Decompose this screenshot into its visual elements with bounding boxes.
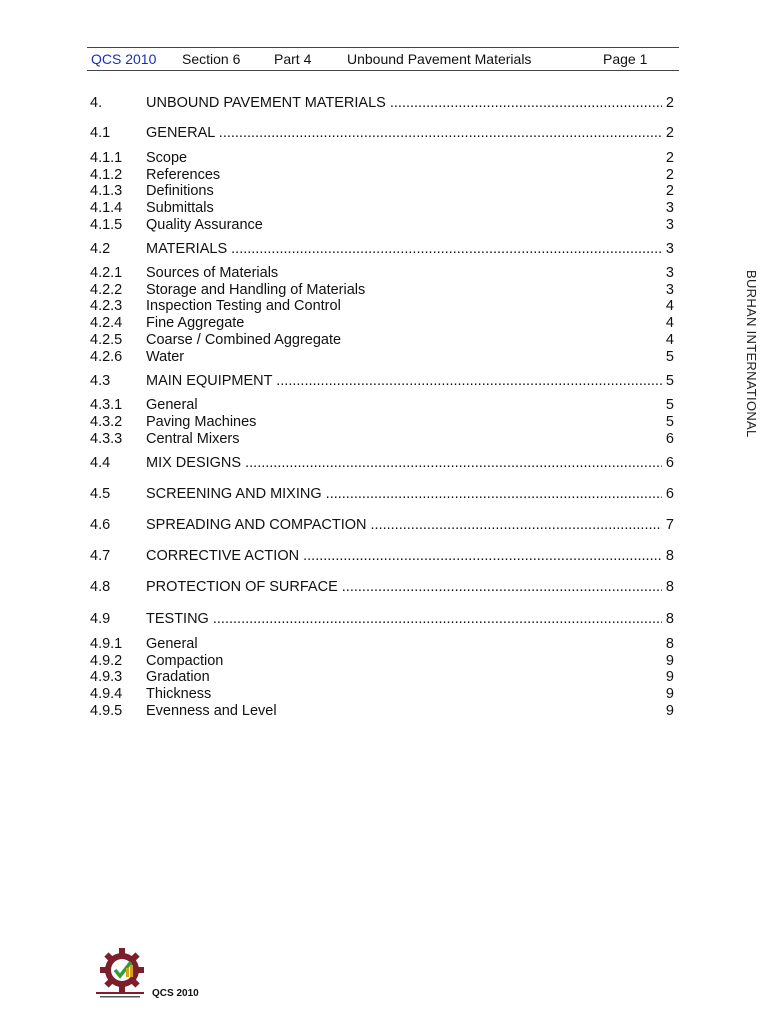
toc-entry-page: 2 bbox=[665, 183, 674, 199]
toc-entry-number: 4.1.4 bbox=[90, 200, 123, 216]
toc-entry-number: 4.2.5 bbox=[90, 332, 123, 348]
toc-entry[interactable] bbox=[90, 216, 674, 234]
toc-entry-page: 6 bbox=[665, 431, 674, 447]
toc-entry-page: 3 bbox=[665, 200, 674, 216]
toc-entry[interactable] bbox=[90, 516, 674, 534]
toc-entry[interactable] bbox=[90, 610, 674, 628]
toc-entry-number: 4.2.4 bbox=[90, 315, 123, 331]
side-watermark-text: BURHAN INTERNATIONAL bbox=[744, 270, 759, 438]
toc-entry-page: 5 bbox=[665, 349, 674, 365]
toc-entry[interactable] bbox=[90, 94, 674, 112]
toc-entry-number: 4.3.2 bbox=[90, 414, 123, 430]
toc-entry-number: 4.9.2 bbox=[90, 653, 123, 669]
toc-entry[interactable] bbox=[90, 297, 674, 315]
toc-entry[interactable] bbox=[90, 199, 674, 217]
toc-entry-title: Sources of Materials bbox=[146, 265, 279, 281]
toc-entry-page: 2 bbox=[665, 167, 674, 183]
toc-entry-page: 8 bbox=[665, 636, 674, 652]
toc-entry-page: 8 bbox=[665, 611, 674, 627]
toc-entry-page: 9 bbox=[665, 686, 674, 702]
header-part: Part 4 bbox=[274, 51, 312, 67]
toc-entry-title: Thickness bbox=[146, 686, 212, 702]
toc-entry[interactable] bbox=[90, 578, 674, 596]
toc-entry-number: 4. bbox=[90, 95, 103, 111]
toc-entry-title: Compaction bbox=[146, 653, 224, 669]
header-section: Section 6 bbox=[182, 51, 241, 67]
toc-entry-page: 2 bbox=[665, 125, 674, 141]
toc-entry-title: General bbox=[146, 397, 198, 413]
toc-entry-number: 4.9.3 bbox=[90, 669, 123, 685]
toc-entry-number: 4.2.2 bbox=[90, 282, 123, 298]
toc-entry-number: 4.9.1 bbox=[90, 636, 123, 652]
toc-entry-number: 4.5 bbox=[90, 486, 111, 502]
toc-entry-number: 4.3.3 bbox=[90, 431, 123, 447]
toc-entry[interactable] bbox=[90, 182, 674, 200]
toc-entry[interactable] bbox=[90, 635, 674, 653]
toc-entry-title: Submittals bbox=[146, 200, 214, 216]
toc-entry-number: 4.3.1 bbox=[90, 397, 123, 413]
header-title: Unbound Pavement Materials bbox=[347, 51, 532, 67]
toc-entry-number: 4.2.6 bbox=[90, 349, 123, 365]
toc-entry-page: 5 bbox=[665, 397, 674, 413]
toc-entry-number: 4.1.5 bbox=[90, 217, 123, 233]
toc-entry-page: 8 bbox=[665, 579, 674, 595]
toc-entry-title: GENERAL ..... bbox=[146, 124, 662, 142]
toc-entry-title: Scope bbox=[146, 150, 188, 166]
toc-entry-title: UNBOUND PAVEMENT MATERIALS ..... bbox=[146, 94, 662, 112]
toc-entry[interactable] bbox=[90, 396, 674, 414]
toc-entry[interactable] bbox=[90, 430, 674, 448]
toc-entry[interactable] bbox=[90, 264, 674, 282]
toc-entry[interactable] bbox=[90, 348, 674, 366]
toc-entry-number: 4.9.5 bbox=[90, 703, 123, 719]
toc-entry-title: Quality Assurance bbox=[146, 217, 263, 233]
toc-entry-title: Inspection Testing and Control bbox=[146, 298, 341, 314]
toc-entry-page: 5 bbox=[665, 373, 674, 389]
toc-entry-page: 4 bbox=[665, 315, 674, 331]
page-header bbox=[87, 47, 679, 71]
toc-entry-title: Water bbox=[146, 349, 185, 365]
toc-entry[interactable] bbox=[90, 454, 674, 472]
toc-entry-title: Coarse / Combined Aggregate bbox=[146, 332, 342, 348]
toc-entry-title: MAIN EQUIPMENT ..... bbox=[146, 372, 662, 390]
toc-entry-title: Evenness and Level bbox=[146, 703, 277, 719]
toc-entry[interactable] bbox=[90, 331, 674, 349]
toc-entry-title: TESTING ..... bbox=[146, 610, 662, 628]
toc-entry-number: 4.4 bbox=[90, 455, 111, 471]
toc-entry-number: 4.1.3 bbox=[90, 183, 123, 199]
toc-entry-number: 4.2 bbox=[90, 241, 111, 257]
toc-entry-page: 6 bbox=[665, 486, 674, 502]
toc-entry-page: 4 bbox=[665, 332, 674, 348]
toc-entry[interactable] bbox=[90, 485, 674, 503]
toc-entry-number: 4.3 bbox=[90, 373, 111, 389]
toc-entry-page: 2 bbox=[665, 150, 674, 166]
logo-caption: QCS 2010 bbox=[152, 988, 199, 999]
toc-entry-title: CORRECTIVE ACTION ..... bbox=[146, 547, 662, 565]
toc-entry-page: 3 bbox=[665, 282, 674, 298]
toc-entry-page: 3 bbox=[665, 265, 674, 281]
header-page: Page 1 bbox=[603, 51, 648, 67]
toc-entry-page: 4 bbox=[665, 298, 674, 314]
toc-entry-page: 9 bbox=[665, 653, 674, 669]
toc-entry-page: 5 bbox=[665, 414, 674, 430]
toc-entry-page: 8 bbox=[665, 548, 674, 564]
toc-entry-page: 6 bbox=[665, 455, 674, 471]
toc-entry-title: MIX DESIGNS ..... bbox=[146, 454, 662, 472]
toc-entry-title: Storage and Handling of Materials bbox=[146, 282, 366, 298]
toc-entry[interactable] bbox=[90, 685, 674, 703]
toc-entry-number: 4.7 bbox=[90, 548, 111, 564]
toc-entry[interactable] bbox=[90, 547, 674, 565]
toc-entry[interactable] bbox=[90, 668, 674, 686]
toc-entry[interactable] bbox=[90, 372, 674, 390]
toc-entry-number: 4.1.2 bbox=[90, 167, 123, 183]
toc-entry-number: 4.9.4 bbox=[90, 686, 123, 702]
toc-entry[interactable] bbox=[90, 124, 674, 142]
toc-entry[interactable] bbox=[90, 314, 674, 332]
toc-entry-number: 4.6 bbox=[90, 517, 111, 533]
toc-entry-page: 2 bbox=[665, 95, 674, 111]
toc-entry-page: 9 bbox=[665, 703, 674, 719]
toc-entry-title: SPREADING AND COMPACTION ..... bbox=[146, 516, 662, 534]
toc-entry-page: 7 bbox=[665, 517, 674, 533]
toc-entry-number: 4.2.3 bbox=[90, 298, 123, 314]
toc-entry-title: Paving Machines bbox=[146, 414, 257, 430]
toc-entry-title: MATERIALS ..... bbox=[146, 240, 662, 258]
toc-entry-number: 4.1.1 bbox=[90, 150, 123, 166]
toc-entry-title: Fine Aggregate bbox=[146, 315, 245, 331]
toc-entry[interactable] bbox=[90, 413, 674, 431]
toc-entry-number: 4.1 bbox=[90, 125, 111, 141]
toc-entry-title: References bbox=[146, 167, 221, 183]
toc-entry-title: Central Mixers bbox=[146, 431, 240, 447]
toc-entry-title: Definitions bbox=[146, 183, 214, 199]
toc-entry[interactable] bbox=[90, 149, 674, 167]
toc-entry[interactable] bbox=[90, 240, 674, 258]
toc-entry-page: 9 bbox=[665, 669, 674, 685]
toc-entry[interactable] bbox=[90, 702, 674, 720]
toc-entry-title: General bbox=[146, 636, 198, 652]
toc-entry-title: Gradation bbox=[146, 669, 210, 685]
toc-entry-page: 3 bbox=[665, 241, 674, 257]
toc-entry-number: 4.2.1 bbox=[90, 265, 123, 281]
toc-entry-page: 3 bbox=[665, 217, 674, 233]
toc-entry-title: PROTECTION OF SURFACE ..... bbox=[146, 578, 662, 596]
toc-entry-title: SCREENING AND MIXING ..... bbox=[146, 485, 662, 503]
toc-entry-number: 4.9 bbox=[90, 611, 111, 627]
header-code: QCS 2010 bbox=[91, 51, 157, 67]
toc-entry-number: 4.8 bbox=[90, 579, 111, 595]
